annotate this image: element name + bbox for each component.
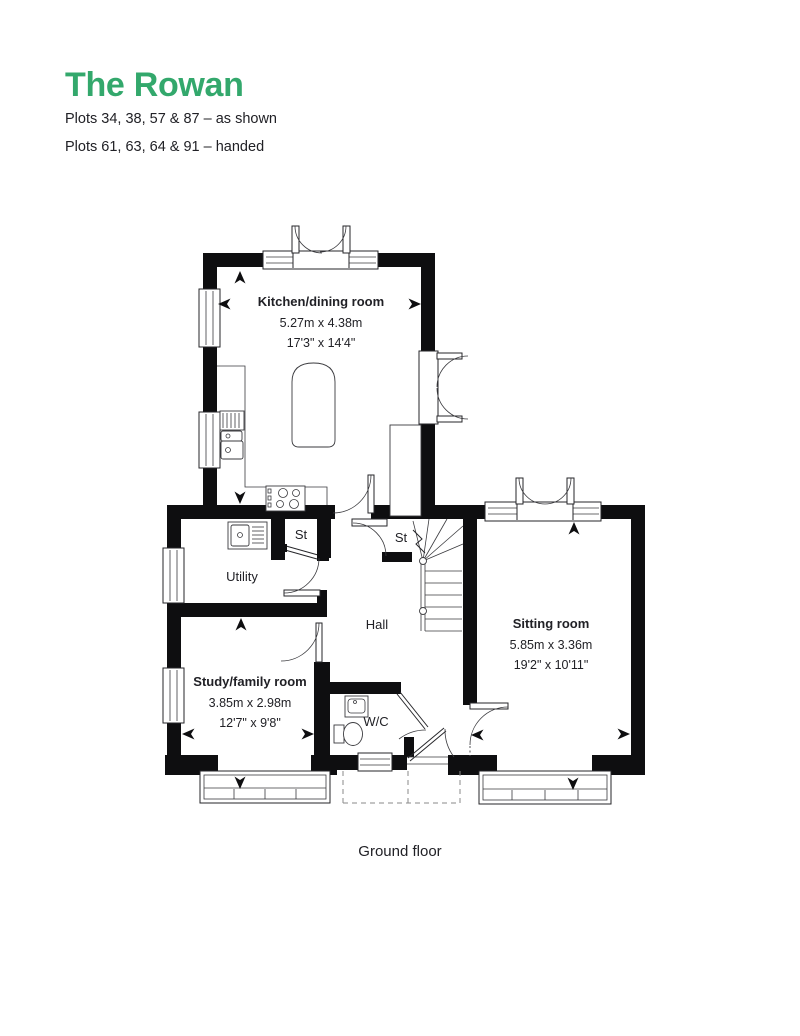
- kitchen-sink: [220, 411, 244, 459]
- store-utility-label: St: [294, 527, 308, 542]
- hall-label: Hall: [365, 617, 389, 632]
- kitchen-imperial: 17'3" x 14'4": [286, 336, 356, 350]
- sitting-metric: 5.85m x 3.36m: [509, 638, 593, 652]
- store-hall-label: St: [394, 530, 408, 545]
- kitchen-tall-unit: [390, 425, 421, 516]
- bay-window-study: [200, 771, 330, 803]
- arrow-kitchen-right: [409, 299, 422, 310]
- front-door: [407, 728, 454, 764]
- study-metric: 3.85m x 2.98m: [208, 696, 292, 710]
- wc-cistern: [334, 725, 344, 743]
- study-label: Study/family room: [193, 674, 307, 689]
- arrow-study-right: [302, 729, 315, 740]
- french-door-kitchen: [263, 226, 378, 269]
- kitchen-metric: 5.27m x 4.38m: [279, 316, 363, 330]
- utility-door: [284, 558, 320, 596]
- arrow-study-up: [236, 618, 247, 631]
- kitchen-fixtures: [217, 363, 421, 516]
- porch-outline: [343, 771, 460, 803]
- bay-window-sitting: [479, 771, 611, 804]
- plots-as-shown-line: Plots 34, 38, 57 & 87 – as shown: [65, 111, 277, 127]
- wc-toilet: [344, 723, 363, 746]
- utility-fixtures: [228, 522, 267, 549]
- kitchen-label: Kitchen/dining room: [257, 294, 385, 309]
- arrow-study-left: [182, 729, 195, 740]
- kitchen-window-left-1: [199, 289, 220, 347]
- kitchen-window-left-2: [199, 412, 220, 468]
- utility-window: [163, 548, 184, 603]
- staircase: [413, 519, 463, 631]
- hob: [266, 486, 305, 511]
- plots-handed-line: Plots 61, 63, 64 & 91 – handed: [65, 139, 265, 155]
- sitting-label: Sitting room: [512, 616, 590, 631]
- study-window: [163, 668, 184, 723]
- sitting-imperial: 19'2" x 10'11": [513, 658, 589, 672]
- french-door-sitting: [485, 478, 601, 521]
- study-imperial: 12'7" x 9'8": [219, 716, 281, 730]
- arrow-kitchen-up: [235, 271, 246, 284]
- arrow-kitchen-down: [235, 492, 246, 505]
- arrow-sitting-right: [618, 729, 631, 740]
- study-door: [281, 623, 322, 662]
- wc-label: W/C: [363, 714, 389, 729]
- page-title: The Rowan: [65, 66, 244, 104]
- kitchen-hall-door: [333, 475, 374, 513]
- wc-door: [397, 692, 428, 739]
- arrow-sitting-up: [569, 522, 580, 535]
- utility-label: Utility: [226, 569, 258, 584]
- rear-door-kitchen: [419, 351, 468, 424]
- sitting-door: [470, 703, 508, 756]
- floor-label: Ground floor: [358, 843, 442, 860]
- kitchen-island: [292, 363, 335, 447]
- wc-window: [358, 753, 392, 771]
- store-hall-door: [352, 519, 387, 556]
